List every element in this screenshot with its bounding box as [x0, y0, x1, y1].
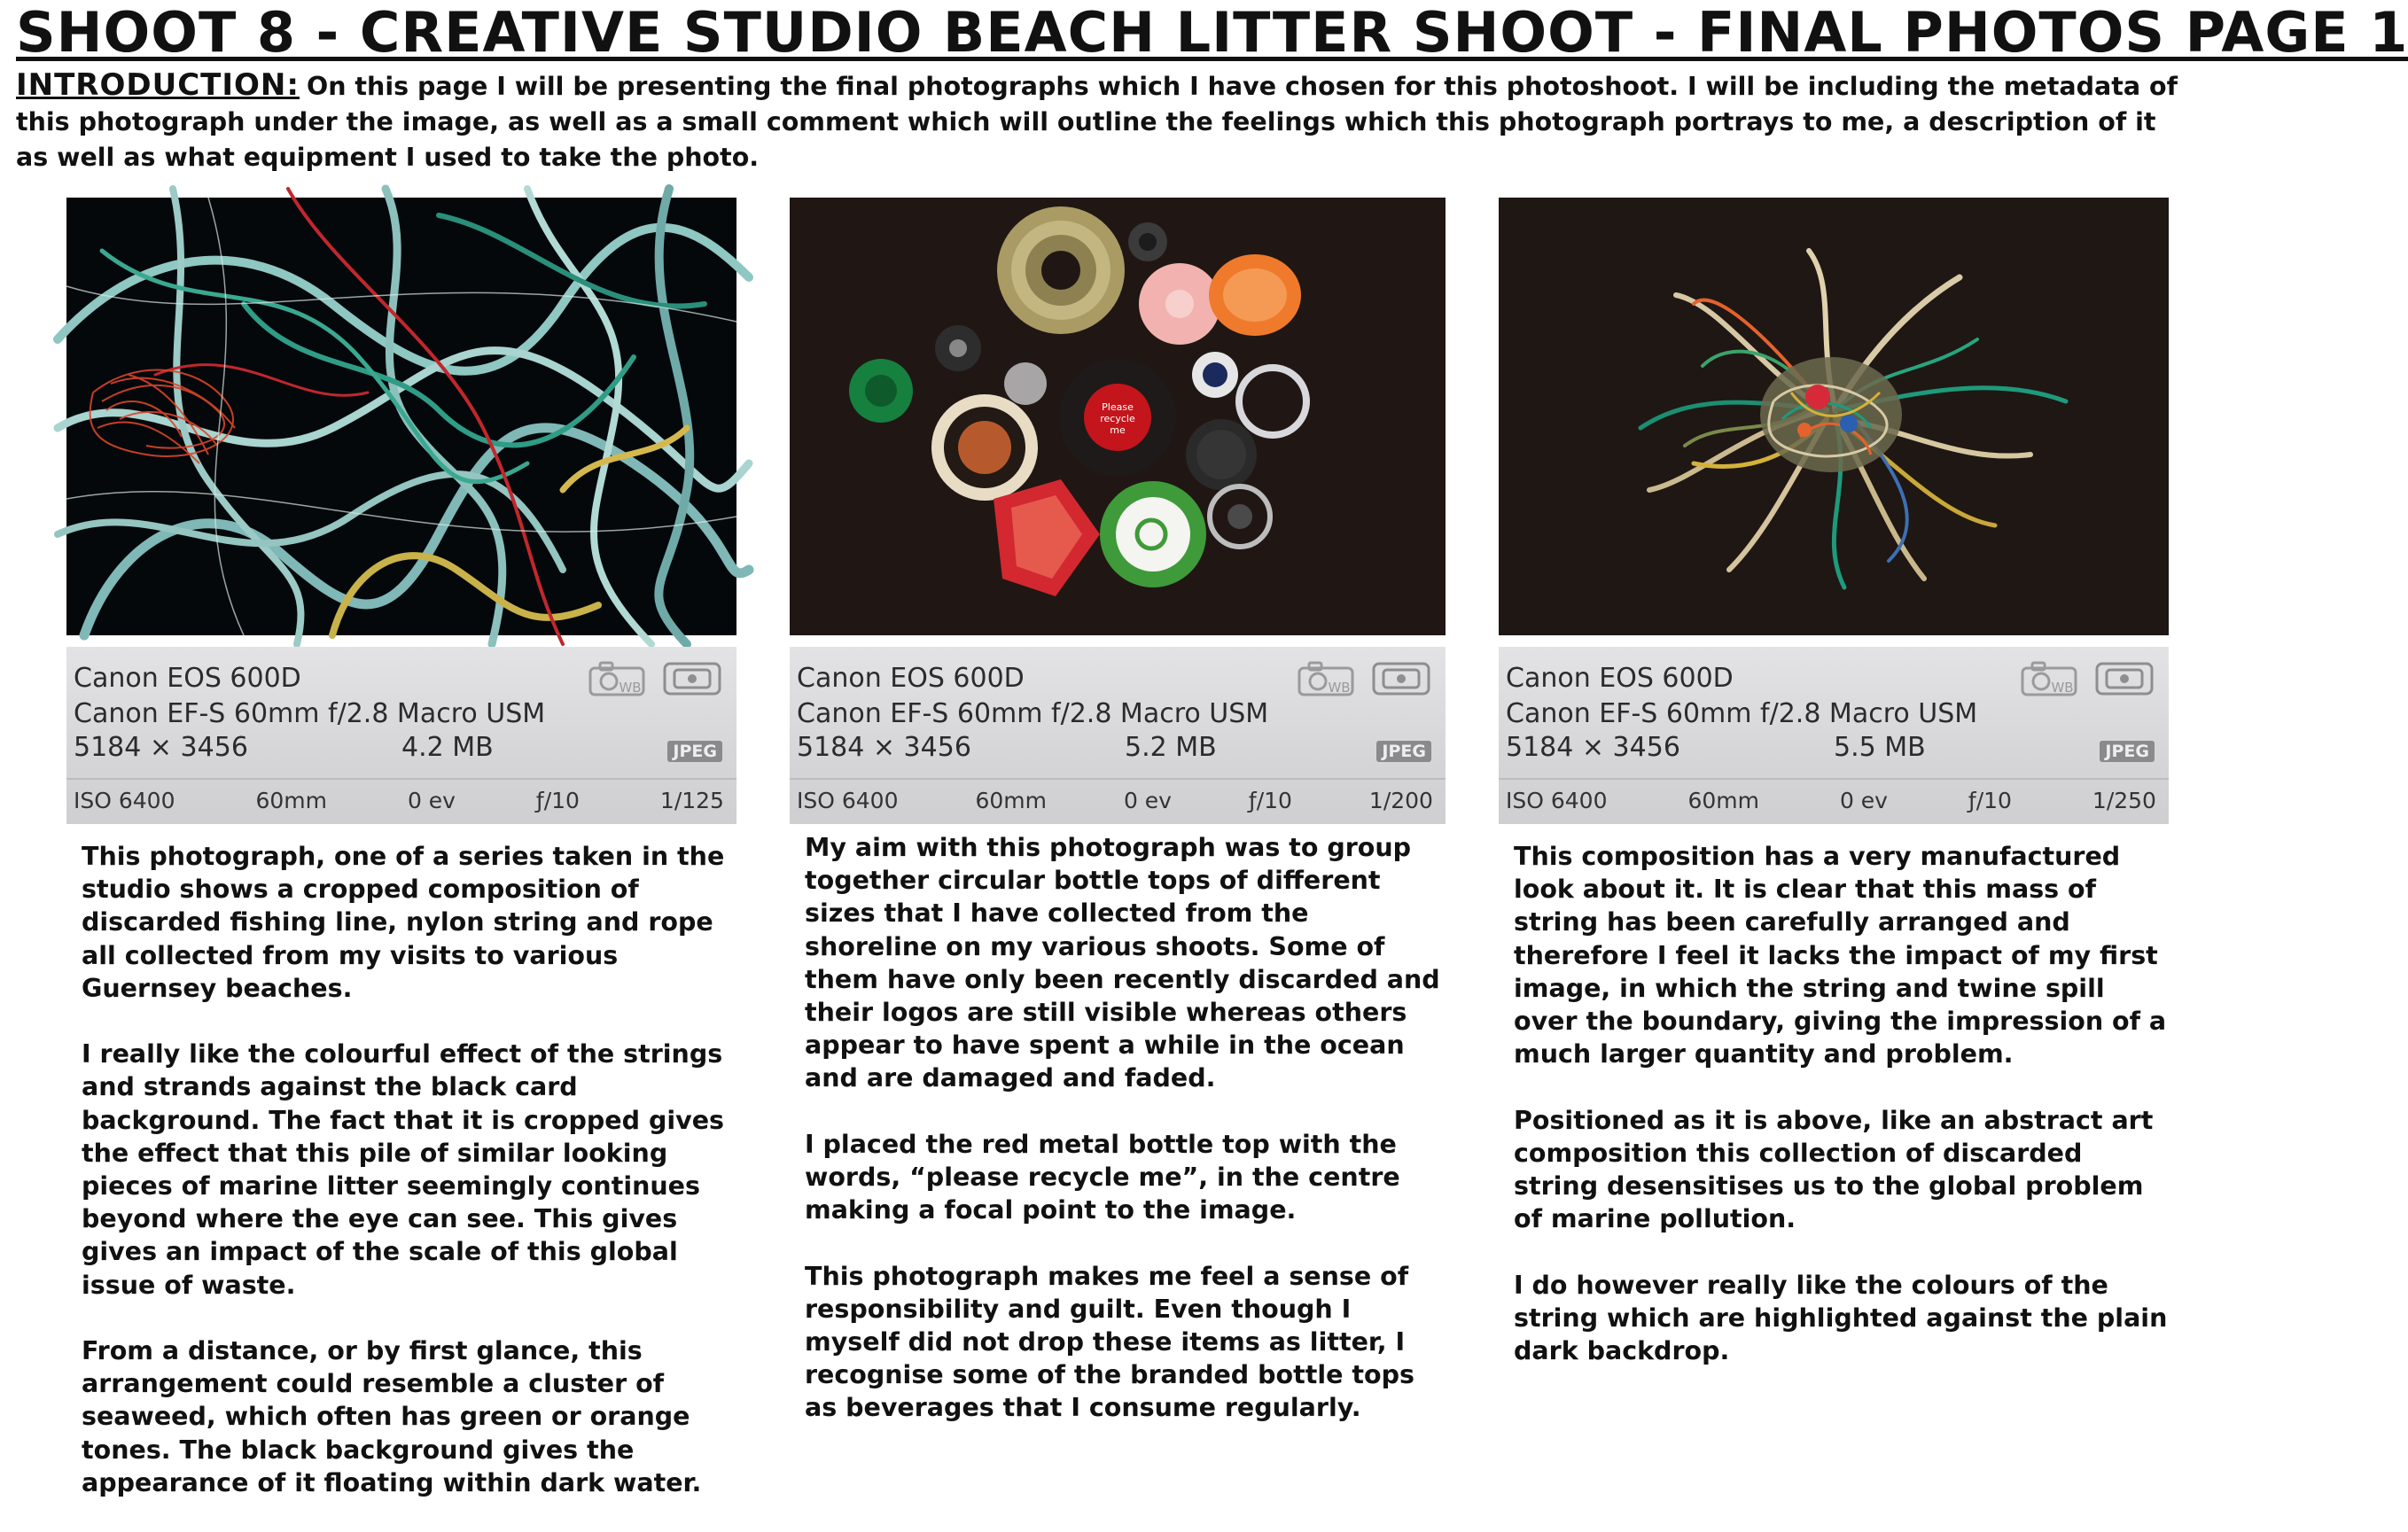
file-size: 5.5 MB — [1834, 732, 1926, 763]
camera-wb-icon — [1297, 659, 1359, 696]
metering-icon — [662, 659, 724, 696]
description-3 — [1514, 840, 2171, 1400]
description-paragraph: This photograph makes me feel a sense of responsibility and guilt. Even though I myself did not drop these items as litter, I recognise some of the branded bottle tops as beverages that I consume regularly. — [805, 1261, 1414, 1423]
metering-icon — [2094, 659, 2156, 696]
cap-text-line-1: Please — [1102, 401, 1134, 413]
image-dimensions: 5184 × 3456 — [797, 732, 971, 763]
metadata-panel-2 — [790, 647, 1446, 824]
exposure-comp: 0 ev — [407, 788, 456, 813]
description-paragraph: From a distance, or by first glance, this arrangement could resemble a cluster of seaweed, which often has green or orange tones. The black background gives the appearance of it floating within dark water. — [82, 1336, 702, 1497]
introduction — [16, 67, 2178, 175]
metadata-panel-1 — [66, 647, 736, 824]
file-size: 4.2 MB — [401, 732, 494, 763]
metadata-divider — [790, 778, 1446, 780]
cap-text-line-2: recycle — [1100, 413, 1135, 424]
wb-label: WB — [619, 680, 642, 696]
camera-model: Canon EOS 600D — [74, 663, 301, 694]
description-paragraph: Positioned as it is above, like an abstract art composition this collection of discarded string desensitises us to the global problem of marine pollution. — [1514, 1105, 2154, 1234]
camera-wb-icon — [2020, 659, 2082, 696]
format-badge: JPEG — [2100, 741, 2155, 762]
description-paragraph: My aim with this photograph was to group together circular bottle tops of different sizes that I have collected from the shoreline on my various shoots. Some of them have only been recently discarded and their logos are still visible whereas others appear to have spent a while in the ocean and are damaged and faded. — [805, 833, 1440, 1093]
description-paragraph: I really like the colourful effect of the strings and strands against the black card background. The fact that it is cropped gives the effect that this pile of similar looking pieces of marine litter seemingly continues beyond where the eye can see. This gives gives an impact of the scale of this global issue of waste. — [82, 1039, 724, 1300]
metadata-panel-3 — [1499, 647, 2169, 824]
iso-value: ISO 6400 — [797, 788, 899, 813]
photo-3-string-mass — [1499, 198, 2169, 635]
description-2 — [805, 831, 1448, 1458]
photo-1-rope — [66, 198, 736, 635]
shutter-speed: 1/250 — [2092, 788, 2156, 813]
metadata-divider — [1499, 778, 2169, 780]
focal-length: 60mm — [255, 788, 327, 813]
aperture: ƒ/10 — [535, 788, 580, 813]
aperture: ƒ/10 — [1248, 788, 1292, 813]
format-badge: JPEG — [1376, 741, 1431, 762]
shutter-speed: 1/125 — [659, 788, 724, 813]
description-paragraph: I do however really like the colours of the string which are highlighted against the plain dark backdrop. — [1514, 1270, 2168, 1366]
lens-model: Canon EF-S 60mm f/2.8 Macro USM — [797, 698, 1269, 729]
description-paragraph: This photograph, one of a series taken in the studio shows a cropped composition of discarded fishing line, nylon string and rope all collected from my visits to various Guernsey beaches. — [82, 842, 725, 1003]
lens-model: Canon EF-S 60mm f/2.8 Macro USM — [74, 698, 546, 729]
metadata-icons — [1297, 659, 1433, 696]
camera-model: Canon EOS 600D — [797, 663, 1025, 694]
image-dimensions: 5184 × 3456 — [1506, 732, 1680, 763]
exposure-comp: 0 ev — [1123, 788, 1172, 813]
wb-label: WB — [2051, 680, 2074, 696]
exposure-comp: 0 ev — [1839, 788, 1888, 813]
metadata-divider — [66, 778, 736, 780]
image-dimensions: 5184 × 3456 — [74, 732, 248, 763]
rope-illustration — [66, 198, 736, 635]
exif-row — [1506, 785, 2156, 817]
format-badge: JPEG — [667, 741, 722, 762]
cap-text-line-3: me — [1110, 424, 1126, 436]
focal-length: 60mm — [975, 788, 1047, 813]
camera-model: Canon EOS 600D — [1506, 663, 1734, 694]
metadata-icons — [2020, 659, 2156, 696]
exif-row — [74, 785, 724, 817]
shutter-speed: 1/200 — [1368, 788, 1433, 813]
introduction-text: On this page I will be presenting the final photographs which I have chosen for this photoshoot. I will be including the metadata of this photograph under the image, as well as a small comment which will outline the feelings which this photograph portrays to me, a description of it as well as what equipment I used to take the photo. — [16, 72, 2178, 172]
camera-wb-icon — [588, 659, 650, 696]
exif-row — [797, 785, 1433, 817]
file-size: 5.2 MB — [1125, 732, 1217, 763]
iso-value: ISO 6400 — [1506, 788, 1608, 813]
page-title: SHOOT 8 - CREATIVE STUDIO BEACH LITTER SHOOT - FINAL PHOTOS PAGE 1 — [16, 0, 2408, 65]
aperture: ƒ/10 — [1968, 788, 2012, 813]
focal-length: 60mm — [1687, 788, 1759, 813]
description-paragraph: This composition has a very manufactured look about it. It is clear that this mass of string has been carefully arranged and therefore I feel it lacks the impact of my first image, in which the string and twine spill over the boundary, giving the impression of a much larger quantity and problem. — [1514, 842, 2167, 1069]
metering-icon — [1371, 659, 1433, 696]
metadata-icons — [588, 659, 724, 696]
introduction-label: INTRODUCTION: — [16, 67, 300, 103]
iso-value: ISO 6400 — [74, 788, 175, 813]
lens-model: Canon EF-S 60mm f/2.8 Macro USM — [1506, 698, 1978, 729]
description-1 — [82, 840, 739, 1532]
description-paragraph: I placed the red metal bottle top with the words, “please recycle me”, in the centre making a focal point to the image. — [805, 1129, 1400, 1225]
wb-label: WB — [1328, 680, 1351, 696]
string-mass-illustration — [1499, 198, 2169, 635]
bottle-tops-illustration — [790, 198, 1446, 635]
photo-2-bottle-tops — [790, 198, 1446, 635]
